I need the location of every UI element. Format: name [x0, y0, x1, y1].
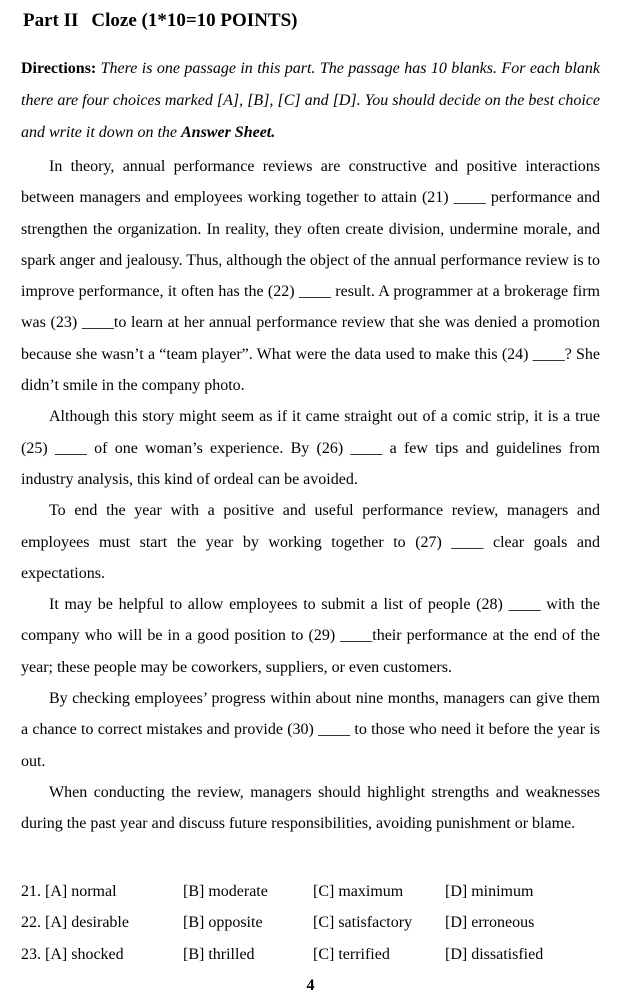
question-number-23: 23.	[21, 945, 41, 963]
choice-22-a: [A] desirable	[45, 914, 129, 932]
option-23-a	[21, 939, 183, 971]
section-title	[23, 9, 600, 33]
passage-paragraph-3: To end the year with a positive and useful performance review, managers and employees must start the year by working together to (27) ____ clear goals and expectations.	[21, 502, 600, 582]
choice-21-a: [A] normal	[45, 882, 117, 900]
passage-paragraph-4: It may be helpful to allow employees to submit a list of people (28) ____ with the company who will be in a good position to (29) ____their performance at the end of the year; these people may be coworkers, suppliers, or even customers.	[21, 596, 600, 676]
choice-22-c: [C] satisfactory	[313, 914, 413, 932]
option-21-a	[21, 876, 183, 908]
directions-answer-sheet: Answer Sheet.	[181, 124, 276, 141]
page-number: 4	[306, 977, 315, 995]
option-row-23	[21, 939, 600, 971]
section-part-label: Part II	[23, 10, 79, 31]
section-title-text: Cloze (1*10=10 POINTS)	[91, 10, 298, 31]
choice-22-d: [D] erroneous	[445, 914, 535, 932]
choice-23-b: [B] thrilled	[183, 945, 255, 963]
passage-paragraph-1: In theory, annual performance reviews are constructive and positive interactions between managers and employees working together to attain (21) ____ performance and strengthen the organization. In reality, they often create division, undermine morale, and spark anger and jealousy. Thus, although the object of the annual performance review is to improve performance, it often has the (22) ____ result. A programmer at a brokerage firm was (23) ____to learn at her annual performance review that she was denied a promotion because she wasn’t a “team player”. What were the data used to make this (24) ____? She didn’t smile in the company photo.	[21, 158, 600, 395]
choice-22-b: [B] opposite	[183, 914, 263, 932]
choice-21-c: [C] maximum	[313, 882, 404, 900]
directions-label: Directions:	[21, 60, 97, 77]
choice-21-b: [B] moderate	[183, 882, 268, 900]
directions-text: There is one passage in this part. The passage has 10 blanks. For each blank there are four choices marked [A], [B], [C] and [D]. You should decide on the best choice and write it down on the	[21, 60, 600, 141]
question-number-22: 22.	[21, 914, 41, 932]
choice-23-d: [D] dissatisfied	[445, 945, 544, 963]
question-number-21: 21.	[21, 882, 41, 900]
passage-paragraph-5: By checking employees’ progress within about nine months, managers can give them a chance to correct mistakes and provide (30) ____ to those who need it before the year is out.	[21, 690, 600, 770]
option-22-a	[21, 907, 183, 939]
answer-options-table	[21, 876, 600, 971]
option-row-21	[21, 876, 600, 908]
choice-23-a: [A] shocked	[45, 945, 124, 963]
cloze-passage	[21, 151, 600, 840]
choice-23-c: [C] terrified	[313, 945, 390, 963]
option-row-22	[21, 907, 600, 939]
passage-paragraph-2: Although this story might seem as if it came straight out of a comic strip, it is a true (25) ____ of one woman’s experience. By (26) ____ a few tips and guidelines from industry analysis, this kind of ordeal can be avoided.	[21, 408, 600, 488]
directions-paragraph	[21, 53, 600, 149]
choice-21-d: [D] minimum	[445, 882, 534, 900]
passage-paragraph-6: When conducting the review, managers should highlight strengths and weaknesses during the past year and discuss future responsibilities, avoiding punishment or blame.	[21, 783, 600, 833]
